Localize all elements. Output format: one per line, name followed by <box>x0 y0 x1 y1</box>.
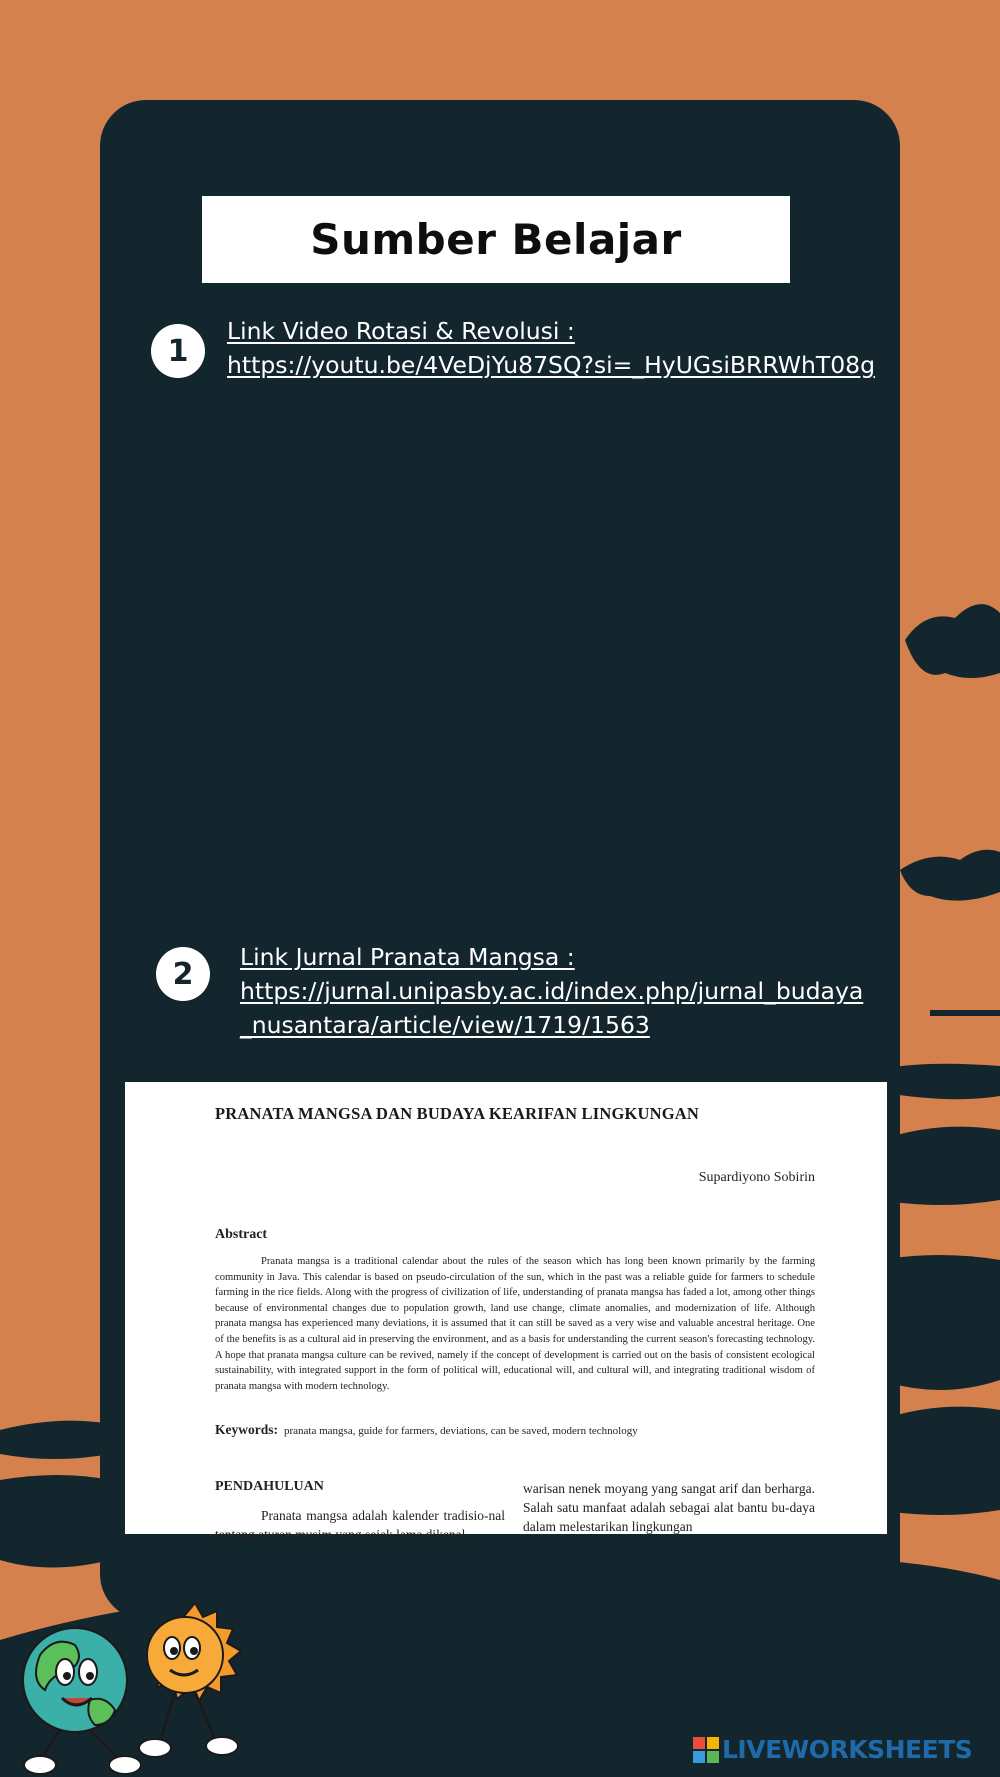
article-author: Supardiyono Sobirin <box>698 1170 815 1185</box>
keywords-text: pranata mangsa, guide for farmers, deviations, can be saved, modern technology <box>284 1425 638 1437</box>
title-banner <box>202 196 790 283</box>
right-column-text: warisan nenek moyang yang sangat arif dan berharga. Salah satu manfaat adalah sebagai alat bantu bu-daya dalam melestarikan lingkungan <box>523 1481 815 1534</box>
keywords-line <box>215 1422 638 1438</box>
liveworksheets-logo-icon <box>692 1736 720 1764</box>
video-link[interactable] <box>227 314 875 382</box>
left-column-text: Pranata mangsa adalah kalender tradisio-nal tentang aturan musim yang sejak lama dikenal <box>215 1508 505 1542</box>
video-link-url[interactable]: https://youtu.be/4VeDjYu87SQ?si=_HyUGsiBRRWhT08g <box>227 351 876 379</box>
brand-name: LIVEWORKSHEETS <box>722 1735 973 1764</box>
article-preview <box>125 1082 887 1542</box>
earth-and-sun-mascots <box>10 1600 250 1777</box>
journal-link[interactable] <box>240 940 863 1042</box>
earth-icon <box>23 1628 127 1732</box>
journal-link-label[interactable]: Link Jurnal Pranata Mangsa : <box>240 943 575 971</box>
journal-link-url-line-2[interactable]: _nusantara/article/view/1719/1563 <box>240 1011 650 1039</box>
number-badge-1: 1 <box>151 324 205 378</box>
abstract-heading: Abstract <box>215 1227 268 1242</box>
journal-link-url-line-1[interactable]: https://jurnal.unipasby.ac.id/index.php/jurnal_budaya <box>240 977 864 1005</box>
number-badge-2: 2 <box>156 947 210 1001</box>
article-title: PRANATA MANGSA DAN BUDAYA KEARIFAN LINGKUNGAN <box>215 1104 700 1123</box>
video-link-label[interactable]: Link Video Rotasi & Revolusi : <box>227 317 575 345</box>
liveworksheets-brand <box>692 1735 972 1764</box>
page-title: Sumber Belajar <box>310 215 682 264</box>
section-heading: PENDAHULUAN <box>215 1479 324 1494</box>
keywords-label: Keywords: <box>215 1422 278 1437</box>
abstract-text: Pranata mangsa is a traditional calendar about the rules of the season which has long been known primarily by the farming community in Java. This calendar is based on pseudo-circulation of the sun, which in the past was a reliable guide for farmers to schedule farming in the rice fields. Along with the progress of civilization of life, understanding of pranata mangsa has faded a lot, among other things because of environmental changes due to population growth, land use change, climate anomalies, and modernization of life. Although pranata mangsa has experienced many deviations, it is assumed that it can still be saved as a very wise and valuable ancestral heritage. One of the benefits is as a cultural aid in preserving the environment, and as a basis for understanding the current season's forecasting technology. A hope that pranata mangsa culture can be revived, namely if the concept of development is carried out on the basis of consistent ecological sustainability, with integrated support in the form of political will, educational will, and cultural will, and integrating traditional wisdom of pranata mangsa with modern technology. <box>215 1256 815 1392</box>
